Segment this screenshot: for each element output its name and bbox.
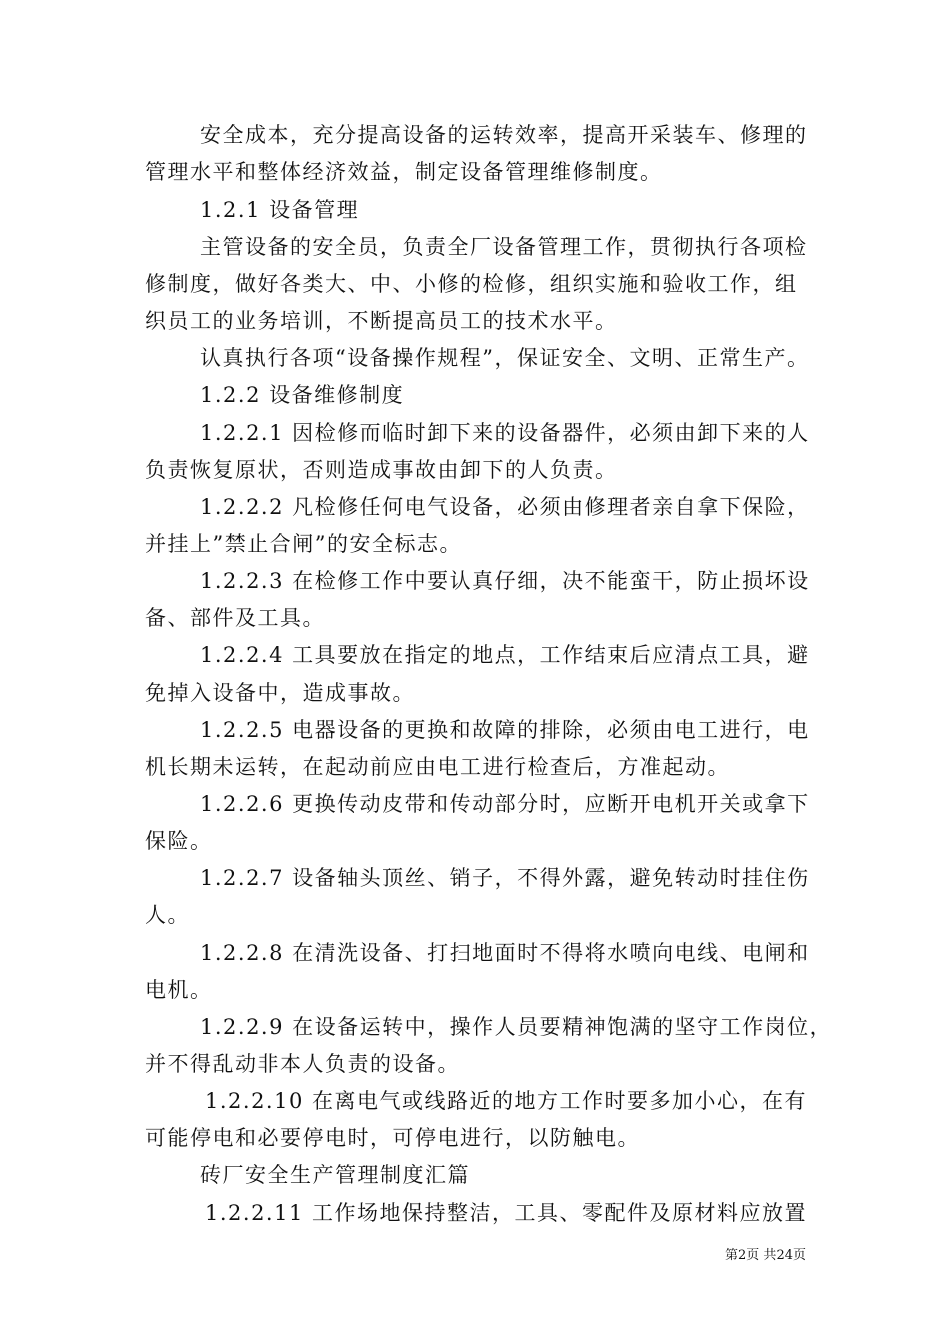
body-line: 机长期未运转，在起动前应由电工进行检查后，方准起动。 [145, 755, 730, 779]
body-line: 备、部件及工具。 [145, 606, 325, 630]
body-line: 修制度，做好各类大、中、小修的检修，组织实施和验收工作，组 [145, 272, 798, 296]
page-number-footer [0, 1248, 806, 1264]
section-heading: 1.2.1 设备管理 [200, 198, 360, 222]
body-line: 1.2.2.2 凡检修任何电气设备，必须由修理者亲自拿下保险， [200, 495, 810, 519]
footer-total-pages: 24 [776, 1248, 793, 1263]
footer-middle: 页 共 [746, 1248, 777, 1263]
footer-prefix: 第 [725, 1248, 739, 1263]
body-line: 主管设备的安全员，负责全厂设备管理工作，贯彻执行各项检 [200, 235, 808, 259]
body-line: 人。 [145, 903, 190, 927]
body-line: 1.2.2.6 更换传动皮带和传动部分时，应断开电机开关或拿下 [200, 792, 810, 816]
body-line: 1.2.2.1 因检修而临时卸下来的设备器件，必须由卸下来的人 [200, 421, 810, 445]
body-line: 安全成本，充分提高设备的运转效率，提高开采装车、修理的 [200, 123, 808, 147]
body-line: 负责恢复原状，否则造成事故由卸下的人负责。 [145, 458, 618, 482]
body-line: 1.2.2.9 在设备运转中，操作人员要精神饱满的坚守工作岗位， [200, 1015, 833, 1039]
body-line: 管理水平和整体经济效益，制定设备管理维修制度。 [145, 160, 663, 184]
body-line: 电机。 [145, 978, 213, 1002]
body-line: 1.2.2.4 工具要放在指定的地点，工作结束后应清点工具，避 [200, 643, 810, 667]
body-line: 1.2.2.3 在检修工作中要认真仔细，决不能蛮干，防止损坏设 [200, 569, 810, 593]
body-line: 并挂上”禁止合闸”的安全标志。 [145, 532, 462, 556]
body-line: 认真执行各项“设备操作规程”，保证安全、文明、正常生产。 [200, 346, 810, 370]
section-heading: 1.2.2 设备维修制度 [200, 383, 405, 407]
body-line: 1.2.2.5 电器设备的更换和故障的排除，必须由电工进行，电 [200, 718, 810, 742]
body-line: 1.2.2.11 工作场地保持整洁，工具、零配件及原材料应放置 [205, 1201, 808, 1225]
footer-suffix: 页 [792, 1248, 806, 1263]
body-line: 保险。 [145, 829, 213, 853]
footer-current-page: 2 [738, 1248, 747, 1263]
body-line: 织员工的业务培训，不断提高员工的技术水平。 [145, 309, 618, 333]
body-line: 并不得乱动非本人负责的设备。 [145, 1052, 460, 1076]
body-line: 免掉入设备中，造成事故。 [145, 681, 415, 705]
body-line: 1.2.2.10 在离电气或线路近的地方工作时要多加小心，在有 [205, 1089, 808, 1113]
body-line: 1.2.2.7 设备轴头顶丝、销子，不得外露，避免转动时挂住伤 [200, 866, 810, 890]
section-heading: 砖厂安全生产管理制度汇篇 [200, 1163, 470, 1187]
body-line: 可能停电和必要停电时，可停电进行，以防触电。 [145, 1126, 640, 1150]
body-line: 1.2.2.8 在清洗设备、打扫地面时不得将水喷向电线、电闸和 [200, 941, 810, 965]
